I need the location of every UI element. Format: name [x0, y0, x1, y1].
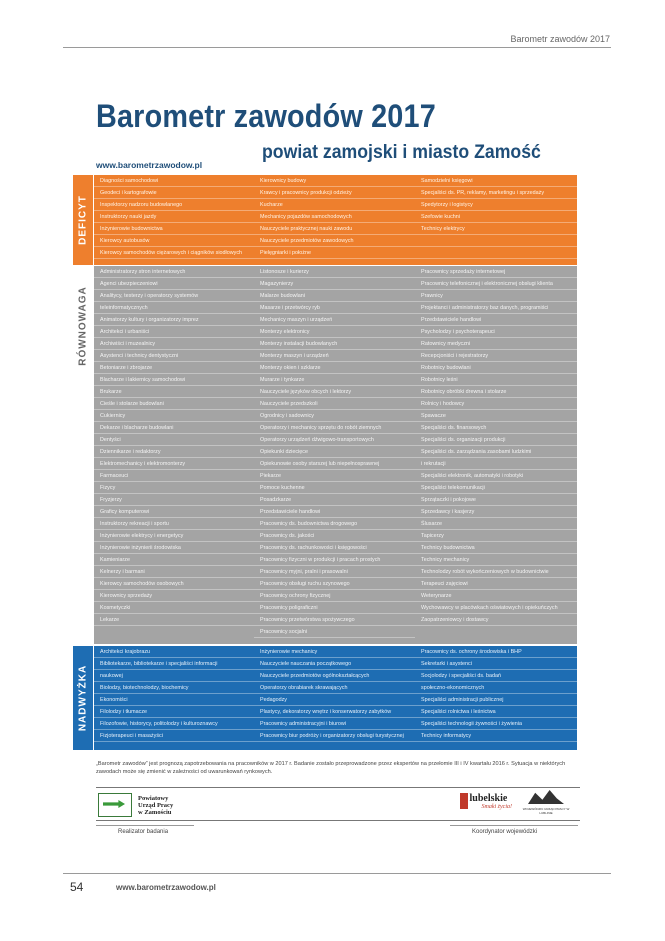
occupation-cell: Ratownicy medyczni [415, 338, 577, 350]
occupation-cell: Pracownicy sprzedaży internetowej [415, 266, 577, 278]
occupation-cell: Betoniarze i zbrojarze [94, 362, 254, 374]
occupation-cell: Przedstawiciele handlowi [415, 314, 577, 326]
occupation-cell: Farmaceuci [94, 470, 254, 482]
occupation-cell: Zaopatrzeniowcy i dostawcy [415, 614, 577, 626]
caption-rule-left [96, 825, 194, 826]
page-subtitle: powiat zamojski i miasto Zamość [262, 142, 541, 163]
occupation-cell: Fryzjerzy [94, 494, 254, 506]
occupation-cell: Operatorzy i mechanicy sprzętu do robót ziemnych [254, 422, 415, 434]
occupation-cell: Specjaliści elektronik, automatyki i robotyki [415, 470, 577, 482]
occupation-cell: Listonosze i kurierzy [254, 266, 415, 278]
occupation-cell: Plastycy, dekoratorzy wnętrz i konserwatorzy zabytków [254, 706, 415, 718]
occupation-cell: Pracownicy ds. ochrony środowiska i BHP [415, 646, 577, 658]
footer-website-link[interactable]: www.barometrzawodow.pl [116, 883, 216, 892]
occupation-cell: Rolnicy i hodowcy [415, 398, 577, 410]
occupation-cell: Archiwiści i muzealnicy [94, 338, 254, 350]
wup-mountains-icon [528, 790, 564, 804]
pup-arrow-icon [98, 793, 132, 817]
section-label-deficyt: DEFICYT [73, 175, 93, 265]
occupation-cell: Diagności samochodowi [94, 175, 254, 187]
occupation-cell: Piekarze [254, 470, 415, 482]
occupation-cell: Inspektorzy nadzoru budowlanego [94, 199, 254, 211]
occupation-cell: Monterzy okien i szklarze [254, 362, 415, 374]
occupation-cell: Specjaliści ds. finansowych [415, 422, 577, 434]
occupation-cell: Samodzielni księgowi [415, 175, 577, 187]
occupation-cell: Pielęgniarki i położne [254, 247, 415, 259]
occupation-cell: Blacharze i lakiernicy samochodowi [94, 374, 254, 386]
occupation-cell: Fizycy [94, 482, 254, 494]
occupation-cell: Fizjoterapeuci i masażyści [94, 730, 254, 742]
section-nadwyzka [73, 646, 577, 750]
occupation-cell: Masarze i przetwórcy ryb [254, 302, 415, 314]
occupation-cell: Pracownicy telefonicznej i elektronicznej obsługi klienta [415, 278, 577, 290]
occupation-cell: Biolodzy, biotechnolodzy, biochemicy [94, 682, 254, 694]
occupation-cell: Administratorzy stron internetowych [94, 266, 254, 278]
lubelskie-logo: lubelskie Smaki życia! [470, 793, 513, 810]
running-head: Barometr zawodów 2017 [510, 34, 610, 44]
occupation-cell: Elektromechanicy i elektromonterzy [94, 458, 254, 470]
occupation-cell: Specjaliści rolnictwa i leśnictwa [415, 706, 577, 718]
occupation-cell: Specjaliści ds. PR, reklamy, marketingu i sprzedaży [415, 187, 577, 199]
lubelskie-flag-icon [460, 793, 468, 809]
occupation-cell: Spedytorzy i logistycy [415, 199, 577, 211]
occupation-cell: Pracownicy biur podróży i organizatorzy obsługi turystycznej [254, 730, 415, 742]
occupation-cell: Robotnicy budowlani [415, 362, 577, 374]
occupation-cell: Technicy informatycy [415, 730, 577, 742]
occupation-cell: Operatorzy obrabiarek skrawających [254, 682, 415, 694]
occupation-cell: Magazynierzy [254, 278, 415, 290]
occupation-cell: Specjaliści administracji publicznej [415, 694, 577, 706]
occupation-cell: Posadzkarze [254, 494, 415, 506]
occupation-cell: Specjaliści ds. zarządzania zasobami ludzkimi [415, 446, 577, 458]
occupation-cell: Pedagodzy [254, 694, 415, 706]
occupation-cell: Cieśle i stolarze budowlani [94, 398, 254, 410]
occupation-cell: Pracownicy ds. rachunkowości i księgowości [254, 542, 415, 554]
occupation-cell: Socjolodzy i specjaliści ds. badań [415, 670, 577, 682]
occupation-cell: Operatorzy urządzeń dźwigowo-transportowych [254, 434, 415, 446]
occupation-cell: Robotnicy obróbki drewna i stolarze [415, 386, 577, 398]
occupation-cell: Kucharze [254, 199, 415, 211]
section-label-rownowaga: RÓWNOWAGA [73, 266, 93, 386]
occupation-cell: Nauczyciele przedmiotów ogólnokształcących [254, 670, 415, 682]
caption-koordynator: Koordynator wojewódzki [472, 829, 538, 835]
section-rownowaga [73, 266, 577, 644]
occupation-cell: Graficy komputerowi [94, 506, 254, 518]
occupation-cell: Agenci ubezpieczeniowi [94, 278, 254, 290]
occupation-cell: Psycholodzy i psychoterapeuci [415, 326, 577, 338]
occupation-cell: Pracownicy przetwórstwa spożywczego [254, 614, 415, 626]
occupation-cell: Pracownicy socjalni [254, 626, 415, 638]
website-link[interactable]: www.barometrzawodow.pl [96, 160, 203, 170]
occupation-cell: Analitycy, testerzy i operatorzy systemów [94, 290, 254, 302]
occupation-cell: Animatorzy kultury i organizatorzy imprez [94, 314, 254, 326]
occupation-cell: Tapicerzy [415, 530, 577, 542]
occupation-cell: Mechanicy pojazdów samochodowych [254, 211, 415, 223]
occupation-cell: Inżynierowie elektrycy i energetycy [94, 530, 254, 542]
occupation-cell: Bibliotekarze, bibliotekarze i specjaliści informacji [94, 658, 254, 670]
occupation-cell: Ogrodnicy i sadownicy [254, 410, 415, 422]
occupation-cell: Instruktorzy nauki jazdy [94, 211, 254, 223]
occupation-cell: Pracownicy poligraficzni [254, 602, 415, 614]
occupation-cell: Pracownicy ds. budownictwa drogowego [254, 518, 415, 530]
occupation-cell: Opiekunowie osoby starszej lub niepełnosprawnej [254, 458, 415, 470]
occupation-cell: Nauczyciele nauczania początkowego [254, 658, 415, 670]
occupation-cell: Monterzy instalacji budowlanych [254, 338, 415, 350]
caption-realizator: Realizator badania [118, 829, 169, 835]
caption-rule-right [450, 825, 578, 826]
occupation-cell: Architekci krajobrazu [94, 646, 254, 658]
occupation-cell: Ekonomiści [94, 694, 254, 706]
occupation-cell: Inżynierowie mechanicy [254, 646, 415, 658]
occupation-cell: Nauczyciele przedmiotów zawodowych [254, 235, 415, 247]
occupation-cell: Terapeuci zajęciowi [415, 578, 577, 590]
occupation-cell: Wychowawcy w placówkach oświatowych i opiekuńczych [415, 602, 577, 614]
occupation-cell: Kosmetyczki [94, 602, 254, 614]
occupation-cell: Weterynarze [415, 590, 577, 602]
occupation-cell: Ślusarze [415, 518, 577, 530]
occupation-cell: Instruktorzy rekreacji i sportu [94, 518, 254, 530]
occupation-cell: Pracownicy administracyjni i biurowi [254, 718, 415, 730]
occupation-cell: Inżynierowie inżynierii środowiska [94, 542, 254, 554]
occupation-cell: Pracownicy fizyczni w produkcji i pracach prostych [254, 554, 415, 566]
occupation-cell: Dziennikarze i redaktorzy [94, 446, 254, 458]
occupation-cell [415, 247, 577, 259]
occupation-cell: Szefowie kuchni [415, 211, 577, 223]
occupation-cell: Specjaliści ds. organizacji produkcji [415, 434, 577, 446]
occupation-cell: Pracownicy myjni, pralni i prasowalni [254, 566, 415, 578]
occupation-cell: Kierowcy samochodów ciężarowych i ciągników siodłowych [94, 247, 254, 259]
occupation-cell: Spawacze [415, 410, 577, 422]
occupation-cell: Pracownicy obsługi ruchu szynowego [254, 578, 415, 590]
occupation-cell: Przedstawiciele handlowi [254, 506, 415, 518]
occupation-cell: Specjaliści technologii żywności i żywienia [415, 718, 577, 730]
header-rule [63, 47, 611, 48]
occupation-cell: Filozofowie, historycy, politolodzy i kulturoznawcy [94, 718, 254, 730]
occupation-cell: Pomoce kuchenne [254, 482, 415, 494]
occupation-cell: Mechanicy maszyn i urządzeń [254, 314, 415, 326]
occupation-cell: Nauczyciele przedszkoli [254, 398, 415, 410]
occupation-cell: Prawnicy [415, 290, 577, 302]
occupation-cell: Kamieniarze [94, 554, 254, 566]
occupation-cell: Nauczyciele języków obcych i lektorzy [254, 386, 415, 398]
occupation-cell: Brukarze [94, 386, 254, 398]
footnote: „Barometr zawodów” jest prognozą zapotrzebowania na pracowników w 2017 r. Badanie zostało przeprowadzone przez ekspertów na przełomie III i IV kwartału 2016 r. Sytuacja w niektórych zawodach może się zmienić w zależności od uwarunkowań rynkowych. [96, 761, 566, 775]
footer-rule [63, 873, 611, 874]
occupation-cell: Specjaliści telekomunikacji [415, 482, 577, 494]
occupation-cell: Dekarze i blacharze budowlani [94, 422, 254, 434]
occupation-cell: i rekrutacji [415, 458, 577, 470]
occupation-cell: naukowej [94, 670, 254, 682]
occupation-cell: teleinformatycznych [94, 302, 254, 314]
occupation-cell: Pracownicy ochrony fizycznej [254, 590, 415, 602]
occupation-cell: Malarze budowlani [254, 290, 415, 302]
occupation-cell: Kierownicy budowy [254, 175, 415, 187]
occupation-cell: Recepcjoniści i rejestratorzy [415, 350, 577, 362]
occupation-cell: Technolodzy robót wykończeniowych w budownictwie [415, 566, 577, 578]
occupation-cell: Opiekunki dziecięce [254, 446, 415, 458]
page-title: Barometr zawodów 2017 [96, 98, 436, 134]
occupation-cell: Geodeci i kartografowie [94, 187, 254, 199]
occupation-cell: Lekarze [94, 614, 254, 626]
occupation-cell: Monterzy maszyn i urządzeń [254, 350, 415, 362]
occupation-cell: Sprzątaczki i pokojowe [415, 494, 577, 506]
occupation-cell: Kierowcy samochodów osobowych [94, 578, 254, 590]
logo-strip [96, 787, 580, 821]
section-label-nadwyzka: NADWYŻKA [73, 646, 93, 750]
occupation-cell: Kelnerzy i barmani [94, 566, 254, 578]
occupation-cell: Pracownicy ds. jakości [254, 530, 415, 542]
occupation-cell: Filolodzy i tłumacze [94, 706, 254, 718]
pup-logo: Powiatowy Urząd Pracy w Zamościu [98, 793, 173, 817]
occupation-cell: Monterzy elektronicy [254, 326, 415, 338]
occupation-cell: Technicy mechanicy [415, 554, 577, 566]
occupation-cell: Architekci i urbaniści [94, 326, 254, 338]
occupation-cell: społeczno-ekonomicznych [415, 682, 577, 694]
occupation-cell: Kierowcy autobusów [94, 235, 254, 247]
occupation-cell: Dentyści [94, 434, 254, 446]
page-number: 54 [70, 880, 84, 894]
occupation-cell: Asystenci i technicy dentystyczni [94, 350, 254, 362]
occupation-cell: Technicy budownictwa [415, 542, 577, 554]
occupation-cell: Technicy elektrycy [415, 223, 577, 235]
occupation-cell: Projektanci i administratorzy baz danych, programiści [415, 302, 577, 314]
occupation-cell: Sekretarki i asystenci [415, 658, 577, 670]
occupation-cell [415, 235, 577, 247]
occupation-cell: Cukiernicy [94, 410, 254, 422]
section-deficyt [73, 175, 577, 265]
occupation-cell: Nauczyciele praktycznej nauki zawodu [254, 223, 415, 235]
occupation-cell: Robotnicy leśni [415, 374, 577, 386]
occupation-cell: Murarze i tynkarze [254, 374, 415, 386]
occupation-cell: Inżynierowie budownictwa [94, 223, 254, 235]
occupation-cell: Kierownicy sprzedaży [94, 590, 254, 602]
occupation-cell: Krawcy i pracownicy produkcji odzieży [254, 187, 415, 199]
wup-logo: WOJEWÓDZKI URZĄD PRACY W LUBLINIE [518, 790, 574, 816]
occupation-cell: Sprzedawcy i kasjerzy [415, 506, 577, 518]
